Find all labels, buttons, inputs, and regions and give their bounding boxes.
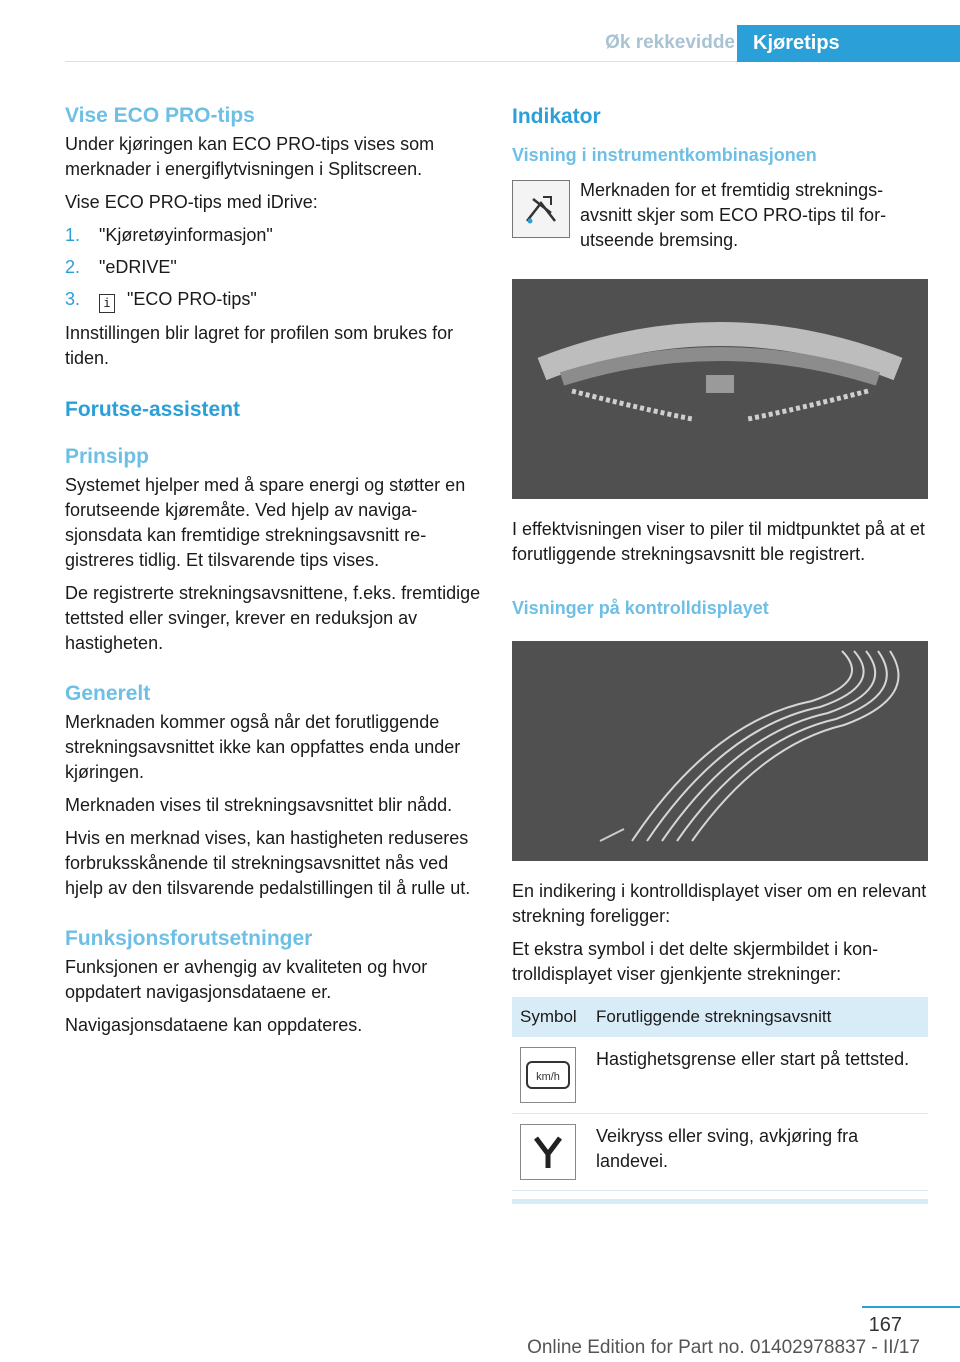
step-text: "ECO PRO-tips" — [127, 289, 257, 309]
section-tab: Øk rekkevidde — [605, 32, 735, 53]
list-item — [65, 223, 485, 248]
funksjon-paragraph-2: Navigasjonsdataene kan oppdateres. — [65, 1015, 363, 1035]
funksjon-heading: Funksjonsforutsetninger — [65, 927, 313, 950]
kontroll-paragraph-1: En indikering i kontrolldisplayet viser om en relevant strekning foreligger: — [512, 881, 927, 926]
step-text: "eDRIVE" — [99, 257, 177, 277]
table-end-bar — [512, 1199, 928, 1204]
eco-tips-paragraph-2: Vise ECO PRO-tips med iDrive: — [65, 192, 318, 212]
indikator-heading: Indikator — [512, 105, 601, 128]
prinsipp-heading: Prinsipp — [65, 445, 150, 468]
kontroll-heading: Visninger på kontrolldisplayet — [512, 598, 769, 618]
table-header-row — [512, 997, 928, 1037]
eco-tips-paragraph-3: Innstillingen blir lagret for profilen som brukes for tiden. — [65, 323, 454, 368]
chapter-tab: Kjøretips — [737, 25, 960, 62]
symbol-table — [512, 997, 928, 1191]
step-text: "Kjøretøyinformasjon" — [99, 225, 273, 245]
efficiency-display-image — [512, 279, 928, 499]
effekt-paragraph: I effektvisningen viser to piler til midtpunktet på at et forutliggende strekningsavsnitt ble registrert. — [512, 519, 925, 564]
eco-brake-icon — [512, 180, 570, 238]
table-row — [512, 1114, 928, 1191]
prinsipp-paragraph-1: Systemet hjelper med å spare energi og støtter en forutseende kjøremåte. Ved hjelp av navigasjonsdata kan fremtidige strekningsavsnitt registreres tidlig. Et tilsvarende tips vises. — [65, 475, 466, 570]
control-display-image — [512, 641, 928, 861]
speed-limit-icon — [520, 1047, 576, 1103]
forutse-heading: Forutse-assistent — [65, 398, 241, 421]
prinsipp-paragraph-2: De registrerte strekningsavsnittene, f.eks. fremtidige tettsted eller svinger, krever en reduksjon av hastigheten. — [65, 583, 481, 653]
table-row — [512, 1037, 928, 1114]
generelt-paragraph-1: Merknaden kommer også når det forutliggende strekningsavsnittet ikke kan oppfattes enda under kjøringen. — [65, 712, 461, 782]
list-item — [65, 287, 485, 313]
kontroll-paragraph-2: Et ekstra symbol i det delte skjermbildet i kontrolldisplayet viser gjenkjente strekninger: — [512, 939, 879, 984]
edition-footer: Online Edition for Part no. 01402978837 - II/17 — [527, 1337, 920, 1358]
step-number: 2. — [65, 257, 81, 277]
list-item — [65, 255, 485, 280]
instrument-heading: Visning i instrumentkombinasjonen — [512, 145, 817, 165]
info-icon: i — [99, 294, 115, 313]
footer-rule — [862, 1306, 960, 1308]
step-number: 1. — [65, 225, 81, 245]
funksjon-paragraph-1: Funksjonen er avhengig av kvaliteten og hvor oppdatert navigasjonsdataene er. — [65, 957, 428, 1002]
description-column-header: Forutliggende strekningsavsnitt — [588, 997, 928, 1037]
right-column — [512, 100, 928, 1204]
generelt-paragraph-3: Hvis en merknad vises, kan hastigheten reduseres forbruksskånende til strekningsavsnittet nås ved hjelp av den tilsvarende pedalstillingen til å rulle ut. — [65, 828, 471, 898]
symbol-note-text: Merknaden for et fremtidig strekningsavsnitt skjer som ECO PRO-tips til forutseende bremsing. — [580, 180, 887, 250]
symbol-note — [512, 178, 928, 261]
generelt-paragraph-2: Merknaden vises til strekningsavsnittet blir nådd. — [65, 795, 453, 815]
row-description: Veikryss eller sving, avkjøring fra landevei. — [588, 1114, 928, 1191]
row-description: Hastighetsgrense eller start på tettsted. — [588, 1037, 928, 1114]
left-column — [65, 100, 485, 1046]
eco-tips-heading: Vise ECO PRO-tips — [65, 104, 255, 127]
junction-icon — [520, 1124, 576, 1180]
symbol-column-header: Symbol — [512, 997, 588, 1037]
speed-icon-label: km/h — [536, 1071, 560, 1083]
idrive-steps-list — [65, 223, 485, 313]
generelt-heading: Generelt — [65, 682, 151, 705]
step-number: 3. — [65, 289, 81, 309]
page-number: 167 — [868, 1314, 902, 1336]
eco-tips-paragraph-1: Under kjøringen kan ECO PRO-tips vises som merknader i energiflytvisningen i Splitscreen. — [65, 134, 435, 179]
